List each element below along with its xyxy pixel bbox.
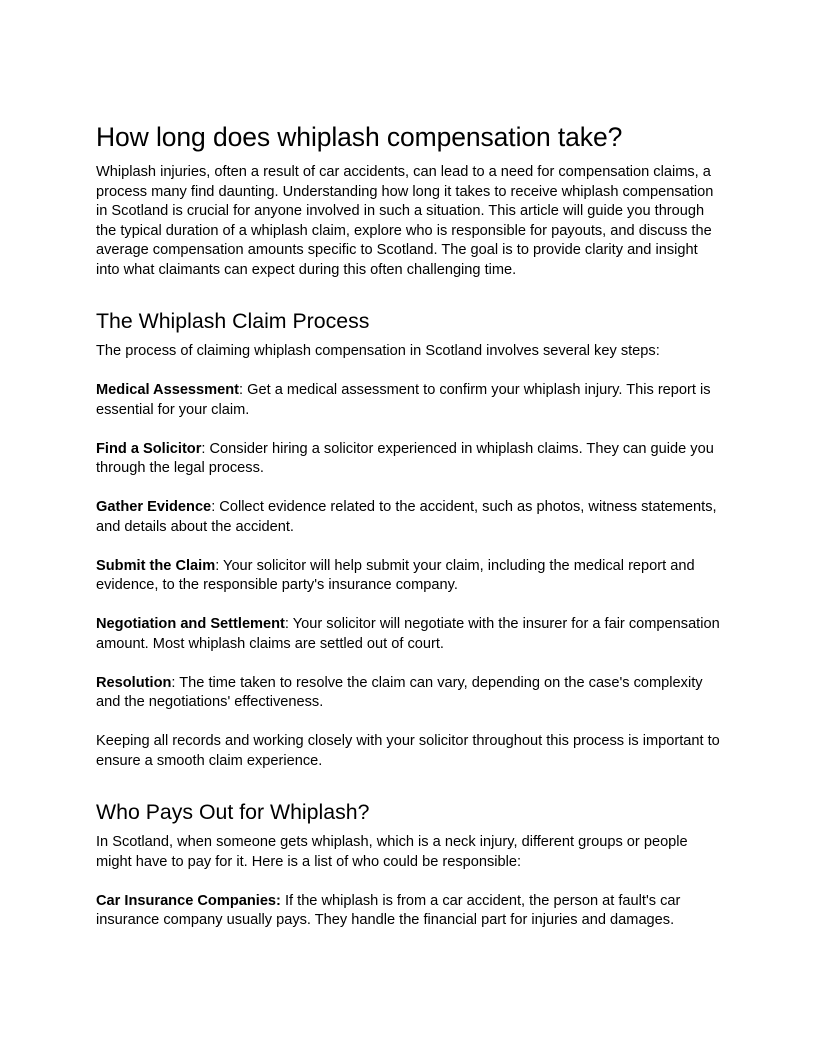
section-heading-who-pays: Who Pays Out for Whiplash? [96, 800, 370, 824]
step-term: Resolution [96, 674, 172, 691]
step-resolution [96, 674, 721, 713]
section-heading-claim-process: The Whiplash Claim Process [96, 309, 370, 333]
document-page [96, 119, 721, 931]
who-pays-lead: In Scotland, when someone gets whiplash, which is a neck injury, different groups or people might have to pay for it. Here is a list of who could be responsible: [96, 834, 688, 870]
claim-process-lead: The process of claiming whiplash compensation in Scotland involves several key steps: [96, 343, 660, 359]
claim-process-closing: Keeping all records and working closely with your solicitor throughout this process is important to ensure a smooth claim experience. [96, 733, 720, 769]
step-gather-evidence [96, 498, 721, 537]
step-text: : Your solicitor will help submit your claim, including the medical report and evidence, to the responsible party's insurance company. [96, 557, 695, 593]
step-term: Submit the Claim [96, 557, 216, 574]
step-text: : Consider hiring a solicitor experienced in whiplash claims. They can guide you through the legal process. [96, 440, 714, 476]
intro-paragraph: Whiplash injuries, often a result of car accidents, can lead to a need for compensation claims, a process many find daunting. Understanding how long it takes to receive whiplash compensation in Scotland is crucial for anyone involved in such a situation. This article will guide you through the typical duration of a whiplash claim, explore who is responsible for payouts, and discuss the average compensation amounts specific to Scotland. The goal is to provide clarity and insight into what claimants can expect during this often challenging time. [96, 164, 714, 278]
step-submit-claim [96, 557, 721, 596]
page-title: How long does whiplash compensation take? [96, 122, 623, 152]
payer-term: Car Insurance Companies: [96, 892, 281, 909]
step-term: Medical Assessment [96, 382, 240, 398]
step-find-solicitor [96, 440, 721, 479]
step-text: : Your solicitor will negotiate with the insurer for a fair compensation amount. Most whiplash claims are settled out of court. [96, 616, 720, 652]
payer-car-insurance [96, 892, 721, 931]
step-term: Negotiation and Settlement [96, 616, 285, 632]
step-negotiation-settlement [96, 615, 721, 654]
step-term: Find a Solicitor [96, 440, 202, 457]
step-text: : Collect evidence related to the accident, such as photos, witness statements, and details about the accident. [96, 499, 717, 535]
step-term: Gather Evidence [96, 499, 212, 515]
step-text: : Get a medical assessment to confirm your whiplash injury. This report is essential for your claim. [96, 382, 711, 418]
payer-text: If the whiplash is from a car accident, the person at fault's car insurance company usually pays. They handle the financial part for injuries and damages. [96, 892, 681, 928]
step-text: : The time taken to resolve the claim can vary, depending on the case's complexity and the negotiations' effectiveness. [96, 674, 703, 710]
step-medical-assessment [96, 381, 721, 420]
